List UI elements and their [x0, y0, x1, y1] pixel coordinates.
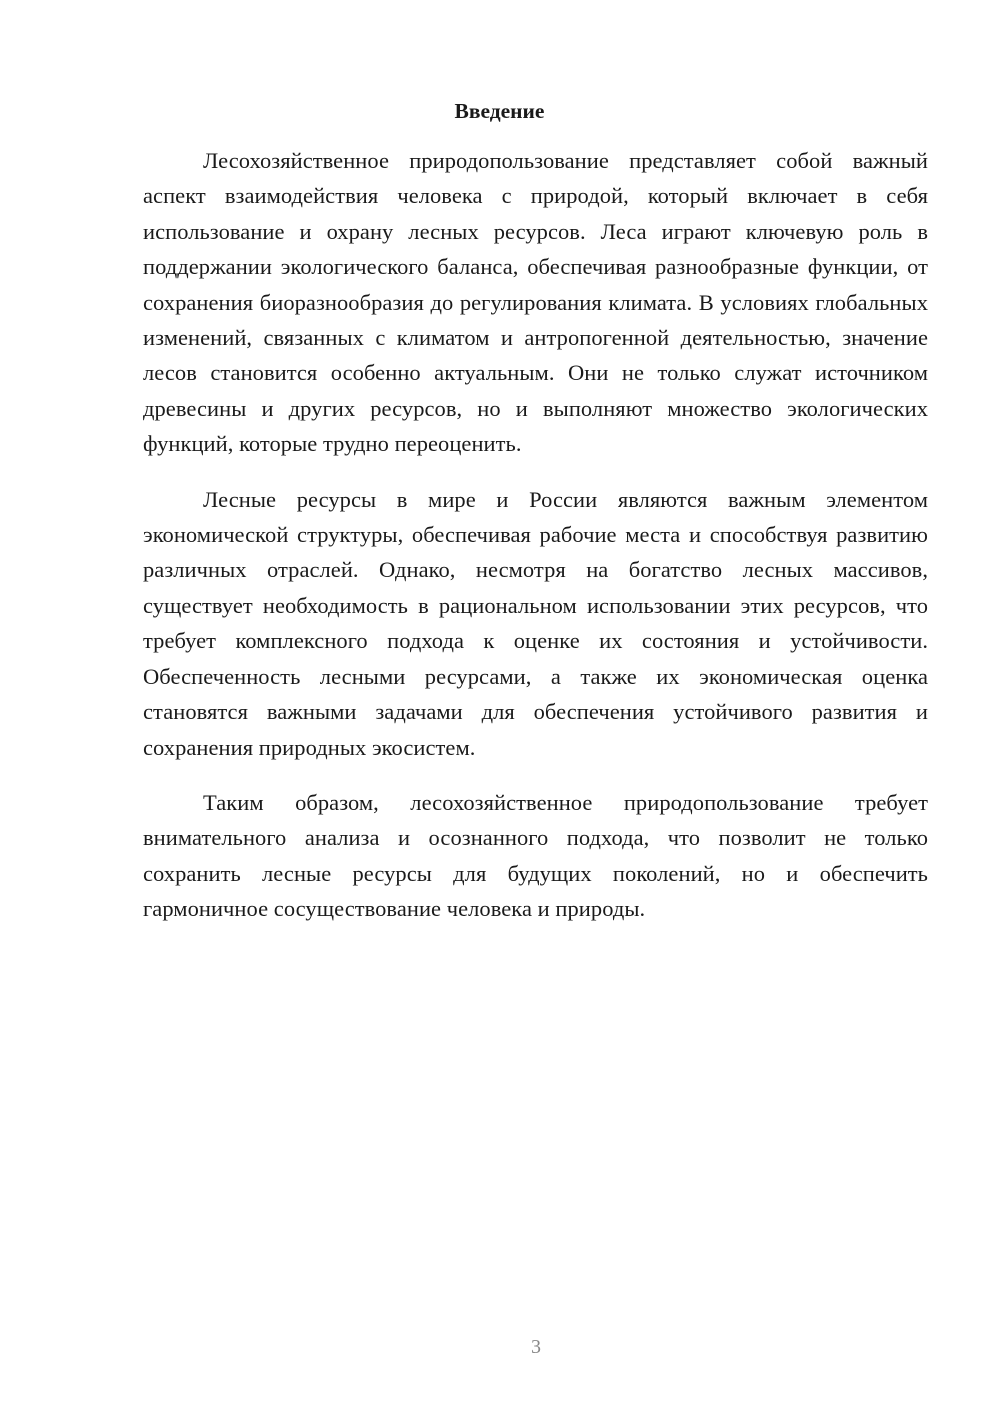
paragraph-2: Лесные ресурсы в мире и России являются важным элементом экономической структуры, обеспечивая рабочие места и способствуя развитию различных отраслей. Однако, несмотря на богатство лесных массивов, существует необходимость в рациональном использовании этих ресурсов, что требует комплексного подхода к оценке их состояния и устойчивости. Обеспеченность лесными ресурсами, а также их экономическая оценка становятся важными задачами для обеспечения устойчивого развития и сохранения природных экосистем. — [143, 486, 928, 760]
paragraph-3: Таким образом, лесохозяйственное природопользование требует внимательного анализа и осознанного подхода, что позволит не только сохранить лесные ресурсы для будущих поколений, но и обеспечить гармоничное сосуществование человека и природы. — [143, 789, 928, 922]
document-body — [143, 96, 928, 927]
page-number-text: 3 — [531, 1336, 541, 1358]
paragraph-1: Лесохозяйственное природопользование представляет собой важный аспект взаимодействия человека с природой, который включает в себя использование и охрану лесных ресурсов. Леса играют ключевую роль в поддержании экологического баланса, обеспечивая разнообразные функции, от сохранения биоразнообразия до регулирования климата. В условиях глобальных изменений, связанных с климатом и антропогенной деятельностью, значение лесов становится особенно актуальным. Они не только служат источником древесины и других ресурсов, но и выполняют множество экологических функций, которые трудно переоценить. — [143, 148, 928, 457]
section-heading — [143, 96, 928, 126]
page-number — [0, 1333, 1000, 1361]
section-heading-text: Введение — [454, 99, 545, 123]
